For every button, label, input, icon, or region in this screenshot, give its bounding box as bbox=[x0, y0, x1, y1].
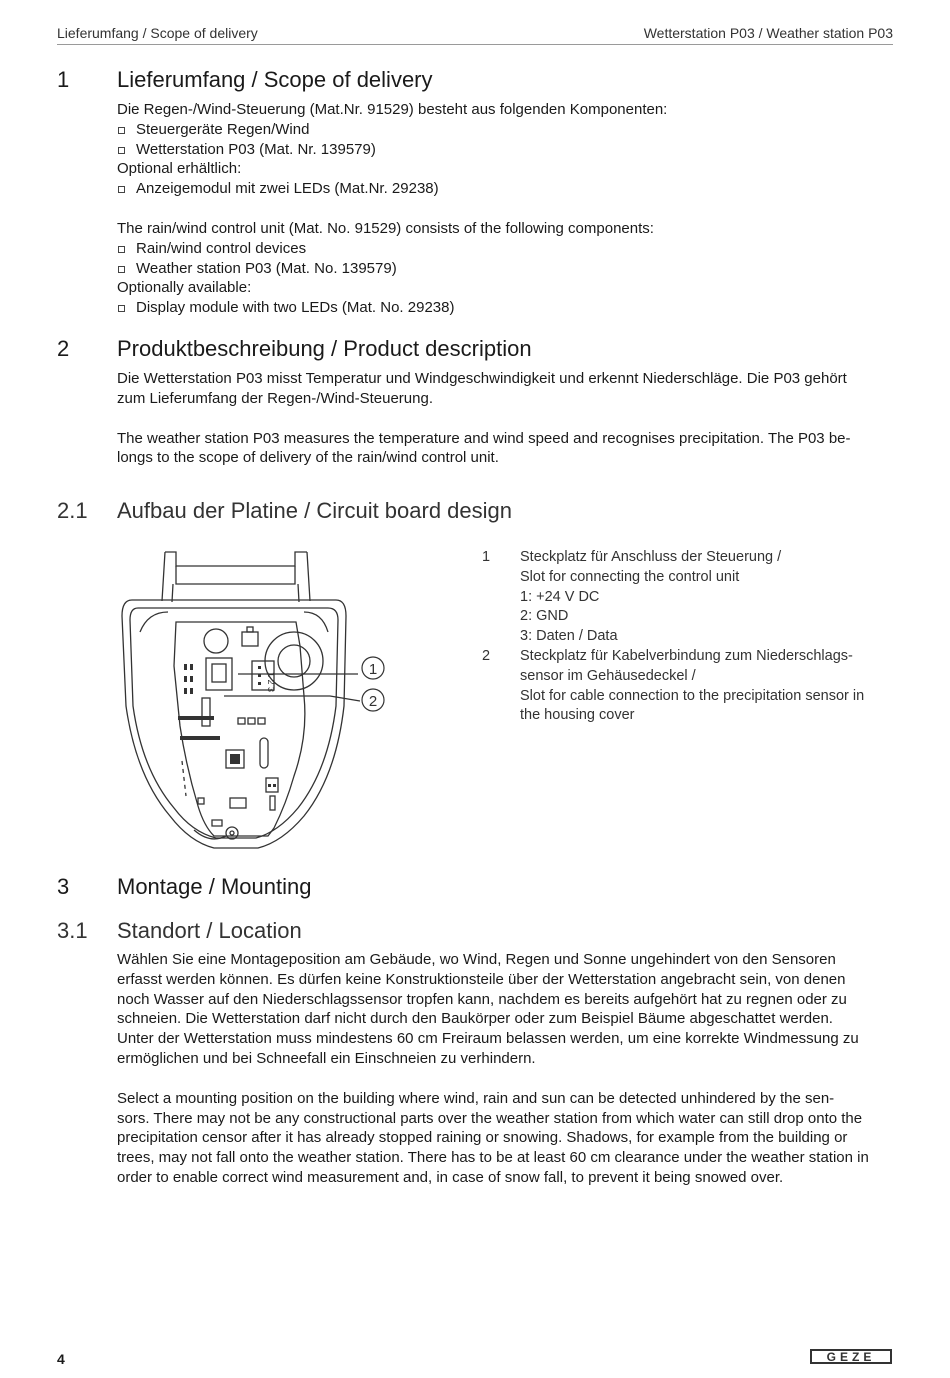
legend-line: the housing cover bbox=[520, 707, 635, 724]
s2-de-line: Die Wetterstation P03 misst Temperatur und Windgeschwindigkeit und erkennt Niederschläge. Die P03 gehört bbox=[117, 370, 847, 387]
list-item: Rain/wind control devices bbox=[117, 239, 897, 259]
legend-line: Steckplatz für Kabelverbindung zum Niederschlags- bbox=[520, 647, 853, 664]
s1-de-optional-list bbox=[117, 179, 897, 199]
list-item: Wetterstation P03 (Mat. Nr. 139579) bbox=[117, 140, 897, 160]
section-2-number: 2 bbox=[57, 336, 70, 361]
s1-en-optional: Optionally available: bbox=[117, 279, 252, 297]
legend-item-1 bbox=[482, 548, 902, 647]
legend-item-2 bbox=[482, 647, 902, 726]
s2-en-line: The weather station P03 measures the temperature and wind speed and recognises precipitation. The P03 be- bbox=[117, 429, 851, 447]
s1-en-intro: The rain/wind control unit (Mat. No. 91529) consists of the following components: bbox=[117, 219, 654, 237]
s31-de-line: schneien. Die Wetterstation darf nicht durch den Baukörper oder zum Beispiel Bäume abgeschattet werden. bbox=[117, 1010, 833, 1028]
legend-line: Slot for cable connection to the precipitation sensor in bbox=[520, 687, 865, 704]
s31-de-line: noch Wasser auf den Niederschlagssensor tropfen kann, nachdem es bereits aufgehört hat zu regnen oder zu bbox=[117, 990, 847, 1008]
s1-en-optional-list bbox=[117, 298, 897, 318]
list-item: Steuergeräte Regen/Wind bbox=[117, 120, 897, 140]
s2-en-line: longs to the scope of delivery of the rain/wind control unit. bbox=[117, 449, 499, 467]
section-1-body bbox=[117, 100, 897, 318]
legend-line: sensor im Gehäusedeckel / bbox=[520, 667, 696, 684]
circuit-board-drawing bbox=[118, 546, 418, 851]
section-2-title: Produktbeschreibung / Product description bbox=[117, 336, 532, 361]
connector-pin-labels: 1 2 3 bbox=[266, 672, 276, 693]
list-item: Display module with two LEDs (Mat. No. 29238) bbox=[117, 298, 897, 318]
s31-de-line: Wählen Sie eine Montageposition am Gebäude, wo Wind, Regen und Sonne ungehindert von den Sensoren bbox=[117, 951, 836, 968]
legend-line: 3: Daten / Data bbox=[520, 628, 618, 645]
section-2-1-title: Aufbau der Platine / Circuit board design bbox=[117, 498, 513, 523]
section-3-number: 3 bbox=[57, 874, 70, 899]
s2-de-line: zum Lieferumfang der Regen-/Wind-Steuerung. bbox=[117, 389, 433, 407]
s31-en-line: trees, may not fall onto the weather station. There has to be at least 60 cm clearance under the weather station in bbox=[117, 1149, 869, 1167]
page-header bbox=[57, 24, 893, 45]
header-left: Lieferumfang / Scope of delivery bbox=[57, 25, 258, 41]
figure-legend bbox=[482, 548, 902, 726]
s31-de-line: ermöglichen und bei Schneefall ein Einschneien zu verhindern. bbox=[117, 1049, 536, 1067]
section-3-1-title: Standort / Location bbox=[117, 918, 302, 943]
legend-line: Steckplatz für Anschluss der Steuerung / bbox=[520, 549, 782, 565]
header-right: Wetterstation P03 / Weather station P03 bbox=[643, 25, 893, 41]
page-number: 4 bbox=[57, 1351, 65, 1367]
section-2-body bbox=[117, 369, 897, 468]
legend-number: 1 bbox=[482, 549, 491, 565]
section-3-1-body bbox=[117, 950, 897, 1188]
callout-1 bbox=[362, 657, 384, 679]
legend-line: 2: GND bbox=[520, 608, 569, 625]
s31-en-line: sors. There may not be any constructional parts over the weather station from which water can still drop onto the bbox=[117, 1109, 863, 1127]
section-1-number: 1 bbox=[57, 67, 70, 92]
s31-en-line: Select a mounting position on the building where wind, rain and sun can be detected unhindered by the sen- bbox=[117, 1089, 835, 1107]
s1-de-intro: Die Regen-/Wind-Steuerung (Mat.Nr. 91529) besteht aus folgenden Komponenten: bbox=[117, 101, 668, 118]
s1-de-optional: Optional erhältlich: bbox=[117, 160, 242, 178]
logo-text: GEZE bbox=[826, 1349, 876, 1364]
s31-en-line: order to enable correct wind measurement and, in case of snow fall, to prevent it being snowed over. bbox=[117, 1168, 784, 1186]
s31-de-line: erfasst werden können. Es dürfen keine Konstruktionsteile über der Wetterstation angebracht sein, von denen bbox=[117, 970, 846, 988]
section-3-title: Montage / Mounting bbox=[117, 874, 312, 899]
callout-2-label: 2 bbox=[368, 693, 378, 710]
section-3-1-number: 3.1 bbox=[57, 918, 88, 943]
legend-line: 1: +24 V DC bbox=[520, 588, 600, 605]
s1-de-list bbox=[117, 120, 897, 160]
s1-en-list bbox=[117, 239, 897, 279]
geze-logo bbox=[810, 1349, 892, 1364]
callout-1-label: 1 bbox=[368, 661, 378, 678]
section-1-title: Lieferumfang / Scope of delivery bbox=[117, 67, 433, 92]
s31-en-line: precipitation censor after it has already stopped raining or snowing. Shadows, for example from the building or bbox=[117, 1129, 848, 1147]
legend-line: Slot for connecting the control unit bbox=[520, 568, 740, 585]
s31-de-line: Unter der Wetterstation muss mindestens 60 cm Freiraum belassen werden, um eine korrekte Windmessung zu bbox=[117, 1030, 859, 1048]
legend-number: 2 bbox=[482, 647, 491, 664]
circuit-board-figure bbox=[118, 546, 418, 856]
list-item: Anzeigemodul mit zwei LEDs (Mat.Nr. 29238) bbox=[117, 179, 897, 199]
list-item: Weather station P03 (Mat. No. 139579) bbox=[117, 259, 897, 279]
section-2-1-number: 2.1 bbox=[57, 498, 88, 523]
callout-2 bbox=[362, 689, 384, 711]
